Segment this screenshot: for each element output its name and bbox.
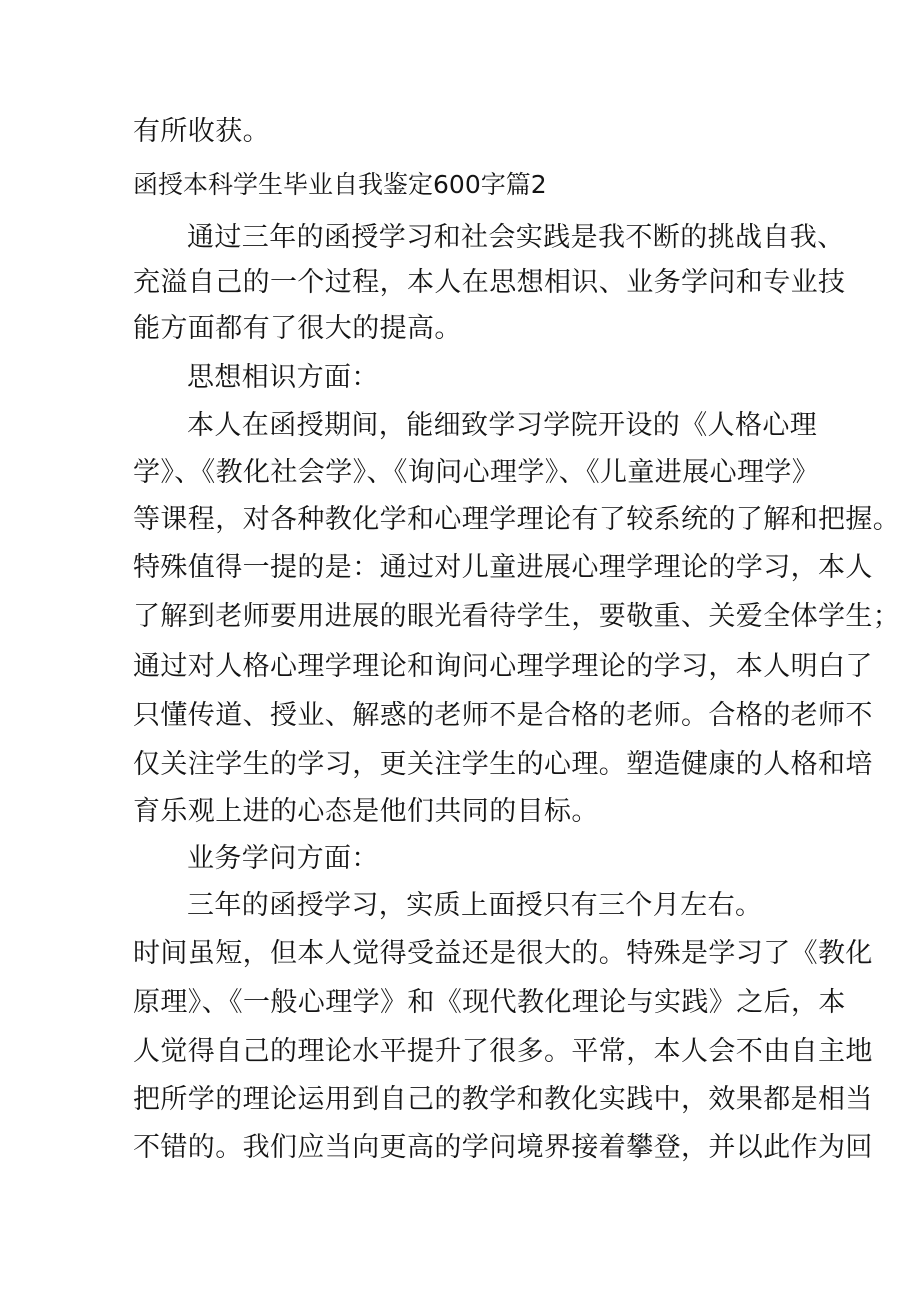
text-line: 有所收获。 [133,116,270,147]
text-line: 把所学的理论运用到自己的教学和教化实践中，效果都是相当 [133,1084,873,1115]
text-line: 能方面都有了很大的提高。 [133,313,462,344]
text-line: 等课程，对各种教化学和心理学理论有了较系统的了解和把握。 [133,504,901,535]
text-line: 三年的函授学习，实质上面授只有三个月左右。 [187,890,763,921]
subheading-business: 业务学问方面： [187,843,379,874]
subheading-thought: 思想相识方面： [187,362,379,393]
text-line: 通过三年的函授学习和社会实践是我不断的挑战自我、 [187,222,845,253]
text-line: 只懂传道、授业、解惑的老师不是合格的老师。合格的老师不 [133,700,873,731]
text-line: 特殊值得一提的是：通过对儿童进展心理学理论的学习，本人 [133,552,873,583]
text-line: 通过对人格心理学理论和询问心理学理论的学习，本人明白了 [133,651,873,682]
text-line: 充溢自己的一个过程，本人在思想相识、业务学问和专业技 [133,267,846,298]
text-line: 育乐观上进的心态是他们共同的目标。 [133,796,599,827]
section-heading: 函授本科学生毕业自我鉴定600字篇2 [133,170,547,199]
text-line: 时间虽短，但本人觉得受益还是很大的。特殊是学习了《教化 [133,938,873,969]
text-line: 仅关注学生的学习，更关注学生的心理。塑造健康的人格和培 [133,749,873,780]
text-line: 本人在函授期间，能细致学习学院开设的《人格心理 [187,410,818,441]
text-line: 学》、《教化社会学》、《询问心理学》、《儿童进展心理学》 [133,457,820,488]
text-line: 人觉得自己的理论水平提升了很多。平常，本人会不由自主地 [133,1036,873,1067]
text-line: 了解到老师要用进展的眼光看待学生，要敬重、关爱全体学生； [133,601,901,632]
text-line: 原理》、《一般心理学》和《现代教化理论与实践》之后，本 [133,987,846,1018]
text-line: 不错的。我们应当向更高的学问境界接着攀登，并以此作为回 [133,1132,873,1163]
